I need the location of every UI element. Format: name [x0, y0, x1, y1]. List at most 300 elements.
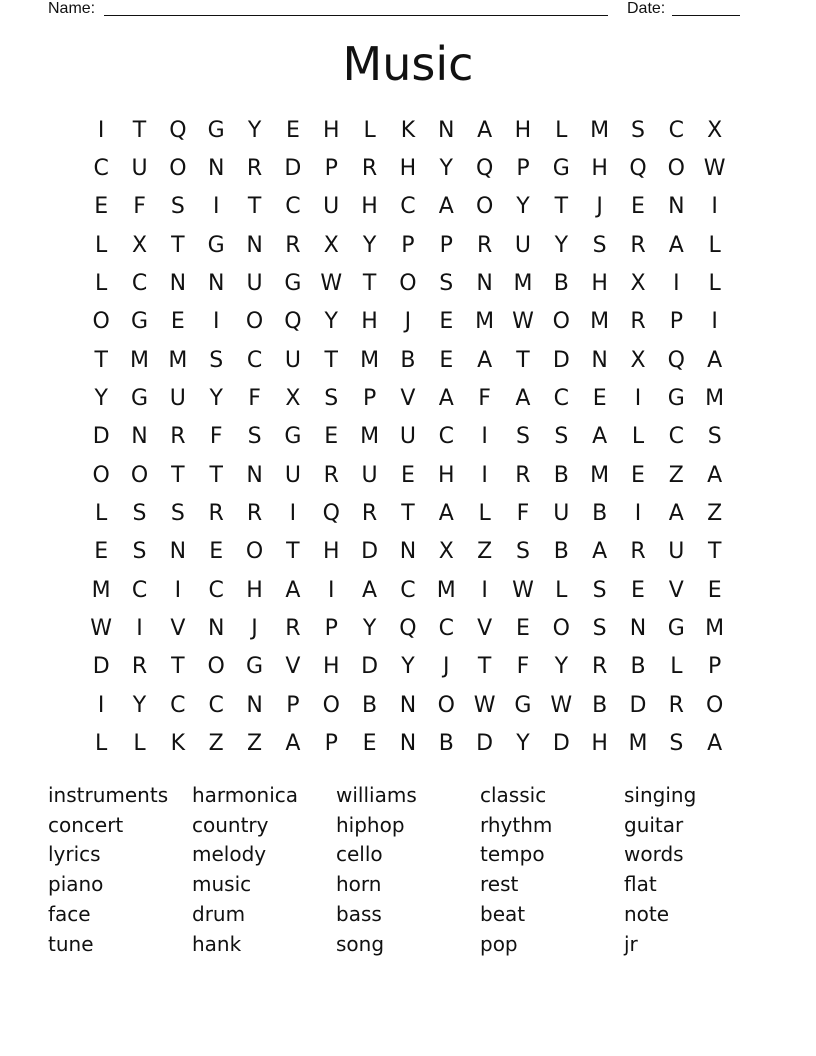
- grid-cell[interactable]: B: [362, 692, 378, 718]
- grid-cell[interactable]: C: [131, 271, 148, 297]
- word-bank-item: beat: [480, 902, 526, 927]
- grid-cell[interactable]: S: [439, 271, 454, 297]
- grid-cell[interactable]: T: [477, 654, 492, 680]
- grid-cell[interactable]: G: [130, 309, 149, 335]
- word-bank-item: instruments: [48, 782, 169, 807]
- grid-cell[interactable]: G: [207, 232, 225, 258]
- grid-cell[interactable]: M: [91, 577, 111, 603]
- grid-cell[interactable]: O: [92, 309, 110, 335]
- grid-cell[interactable]: I: [673, 271, 680, 297]
- grid-cell[interactable]: L: [95, 232, 108, 258]
- grid-cell[interactable]: Y: [554, 232, 569, 258]
- grid-cell[interactable]: M: [590, 462, 610, 488]
- grid-cell[interactable]: R: [515, 462, 531, 488]
- grid-cell[interactable]: M: [628, 731, 648, 757]
- grid-cell[interactable]: D: [552, 347, 570, 373]
- grid-cell[interactable]: Y: [362, 616, 377, 642]
- grid-cell[interactable]: G: [552, 156, 570, 182]
- grid-cell[interactable]: E: [285, 117, 300, 143]
- grid-cell[interactable]: H: [514, 117, 532, 143]
- grid-cell[interactable]: M: [590, 117, 610, 143]
- grid-cell[interactable]: L: [133, 731, 146, 757]
- grid-cell[interactable]: B: [592, 692, 608, 718]
- grid-cell[interactable]: I: [481, 577, 488, 603]
- grid-cell[interactable]: S: [554, 424, 569, 450]
- grid-cell[interactable]: T: [707, 539, 722, 565]
- grid-cell[interactable]: V: [285, 654, 301, 680]
- grid-cell[interactable]: A: [285, 731, 301, 757]
- grid-cell[interactable]: I: [634, 386, 642, 412]
- grid-cell[interactable]: F: [478, 386, 491, 412]
- grid-cell[interactable]: E: [324, 424, 339, 450]
- grid-cell[interactable]: E: [94, 194, 109, 220]
- grid-cell[interactable]: A: [668, 232, 684, 258]
- grid-cell[interactable]: T: [554, 194, 569, 220]
- grid-cell[interactable]: Z: [668, 462, 684, 488]
- grid-cell[interactable]: B: [553, 539, 569, 565]
- grid-cell[interactable]: U: [131, 156, 148, 182]
- grid-cell[interactable]: P: [401, 232, 415, 258]
- grid-cell[interactable]: M: [168, 347, 188, 373]
- grid-cell[interactable]: C: [93, 156, 109, 182]
- grid-cell[interactable]: Z: [208, 731, 224, 757]
- grid-cell[interactable]: H: [322, 654, 340, 680]
- grid-cell[interactable]: H: [246, 577, 263, 603]
- grid-cell[interactable]: S: [515, 539, 530, 565]
- word-bank-item: face: [48, 902, 91, 927]
- grid-cell[interactable]: H: [322, 117, 340, 143]
- grid-cell[interactable]: S: [132, 501, 147, 527]
- grid-cell[interactable]: B: [553, 271, 569, 297]
- grid-cell[interactable]: C: [285, 194, 301, 220]
- grid-cell[interactable]: N: [246, 232, 263, 258]
- grid-cell[interactable]: Y: [94, 386, 108, 412]
- grid-cell[interactable]: L: [670, 654, 683, 680]
- grid-cell[interactable]: U: [246, 271, 263, 297]
- grid-cell[interactable]: A: [707, 731, 723, 757]
- grid-cell[interactable]: I: [327, 577, 335, 603]
- grid-cell[interactable]: D: [92, 424, 110, 450]
- grid-cell[interactable]: I: [481, 462, 488, 488]
- grid-cell[interactable]: A: [668, 501, 684, 527]
- grid-cell[interactable]: D: [629, 692, 647, 718]
- grid-cell[interactable]: B: [630, 654, 646, 680]
- grid-cell[interactable]: L: [555, 577, 568, 603]
- grid-cell[interactable]: Y: [132, 692, 147, 718]
- grid-cell[interactable]: O: [207, 654, 225, 680]
- grid-cell[interactable]: N: [131, 424, 148, 450]
- grid-cell[interactable]: G: [667, 386, 685, 412]
- grid-cell[interactable]: C: [553, 386, 569, 412]
- grid-cell[interactable]: E: [516, 616, 530, 642]
- grid-cell[interactable]: M: [360, 424, 380, 450]
- grid-cell[interactable]: L: [631, 424, 645, 450]
- grid-cell[interactable]: J: [251, 616, 258, 642]
- grid-cell[interactable]: U: [169, 386, 186, 412]
- grid-cell[interactable]: T: [171, 654, 185, 680]
- grid-cell[interactable]: N: [438, 117, 455, 143]
- grid-cell[interactable]: U: [668, 539, 685, 565]
- grid-cell[interactable]: E: [631, 194, 645, 220]
- grid-cell[interactable]: G: [667, 616, 685, 642]
- grid-cell[interactable]: Y: [401, 654, 415, 680]
- grid-cell[interactable]: X: [630, 271, 646, 297]
- grid-cell[interactable]: O: [92, 462, 110, 488]
- grid-cell[interactable]: M: [705, 616, 725, 642]
- grid-cell[interactable]: C: [208, 577, 224, 603]
- grid-cell[interactable]: R: [476, 232, 493, 258]
- grid-cell[interactable]: A: [515, 386, 531, 412]
- grid-cell[interactable]: H: [322, 539, 340, 565]
- grid-cell[interactable]: N: [399, 692, 417, 718]
- grid-cell[interactable]: M: [475, 309, 495, 335]
- word-bank-item: singing: [624, 782, 697, 807]
- grid-cell[interactable]: Y: [516, 194, 530, 220]
- grid-cell[interactable]: W: [512, 309, 534, 335]
- grid-cell[interactable]: M: [590, 309, 610, 335]
- grid-cell[interactable]: R: [668, 692, 684, 718]
- grid-cell[interactable]: R: [361, 501, 378, 527]
- grid-cell[interactable]: E: [439, 347, 454, 373]
- grid-cell[interactable]: Z: [247, 731, 263, 757]
- grid-cell[interactable]: S: [247, 424, 262, 450]
- grid-cell[interactable]: V: [400, 386, 416, 412]
- grid-cell[interactable]: N: [246, 462, 263, 488]
- grid-cell[interactable]: G: [284, 424, 302, 450]
- grid-cell[interactable]: C: [438, 616, 454, 642]
- grid-cell[interactable]: P: [439, 232, 453, 258]
- grid-cell[interactable]: C: [170, 692, 186, 718]
- grid-cell[interactable]: Y: [362, 232, 377, 258]
- grid-cell[interactable]: T: [209, 462, 223, 488]
- grid-cell[interactable]: Y: [324, 309, 338, 335]
- grid-cell[interactable]: I: [97, 692, 105, 718]
- grid-cell[interactable]: U: [284, 347, 301, 373]
- grid-cell[interactable]: C: [668, 424, 685, 450]
- grid-cell[interactable]: D: [361, 539, 379, 565]
- grid-cell[interactable]: G: [514, 692, 532, 718]
- grid-cell[interactable]: E: [94, 539, 109, 565]
- grid-cell[interactable]: R: [208, 501, 224, 527]
- grid-cell[interactable]: E: [362, 731, 377, 757]
- grid-cell[interactable]: N: [207, 616, 225, 642]
- grid-cell[interactable]: O: [475, 194, 494, 220]
- grid-cell[interactable]: N: [207, 271, 225, 297]
- grid-cell[interactable]: P: [669, 309, 683, 335]
- grid-cell[interactable]: H: [399, 156, 417, 182]
- grid-cell[interactable]: L: [95, 501, 108, 527]
- word-bank-item: harmonica: [192, 782, 299, 807]
- grid-cell[interactable]: R: [323, 462, 339, 488]
- grid-cell[interactable]: N: [399, 731, 417, 757]
- grid-cell[interactable]: W: [550, 692, 573, 718]
- grid-cell[interactable]: S: [592, 577, 607, 603]
- grid-cell[interactable]: E: [209, 539, 224, 565]
- grid-cell[interactable]: A: [592, 539, 608, 565]
- grid-cell[interactable]: H: [361, 194, 378, 220]
- grid-cell[interactable]: V: [668, 577, 684, 603]
- grid-cell[interactable]: T: [516, 347, 530, 373]
- grid-cell[interactable]: S: [132, 539, 147, 565]
- grid-cell[interactable]: D: [284, 156, 302, 182]
- grid-cell[interactable]: X: [323, 232, 339, 258]
- grid-cell[interactable]: T: [324, 347, 338, 373]
- grid-cell[interactable]: H: [437, 462, 455, 488]
- grid-cell[interactable]: I: [711, 194, 718, 220]
- grid-cell[interactable]: X: [285, 386, 301, 412]
- grid-cell[interactable]: E: [631, 577, 645, 603]
- grid-cell[interactable]: Y: [209, 386, 223, 412]
- grid-cell[interactable]: Z: [477, 539, 493, 565]
- grid-cell[interactable]: L: [95, 731, 108, 757]
- grid-cell[interactable]: E: [439, 309, 454, 335]
- grid-cell[interactable]: M: [130, 347, 149, 373]
- grid-cell[interactable]: R: [591, 654, 608, 680]
- grid-cell[interactable]: S: [592, 616, 607, 642]
- grid-cell[interactable]: A: [438, 386, 454, 412]
- grid-cell[interactable]: P: [516, 156, 530, 182]
- grid-cell[interactable]: U: [399, 424, 416, 450]
- grid-cell[interactable]: F: [516, 654, 530, 680]
- grid-cell[interactable]: H: [591, 156, 608, 182]
- grid-cell[interactable]: O: [667, 156, 685, 182]
- grid-cell[interactable]: I: [136, 616, 143, 642]
- grid-cell[interactable]: R: [285, 616, 301, 642]
- grid-cell[interactable]: U: [361, 462, 378, 488]
- grid-cell[interactable]: M: [705, 386, 725, 412]
- grid-cell[interactable]: S: [209, 347, 224, 373]
- grid-cell[interactable]: E: [400, 462, 415, 488]
- grid-cell[interactable]: Q: [475, 156, 494, 182]
- grid-cell[interactable]: B: [400, 347, 416, 373]
- grid-cell[interactable]: N: [476, 271, 493, 297]
- grid-cell[interactable]: P: [708, 654, 722, 680]
- grid-cell[interactable]: N: [169, 539, 187, 565]
- grid-cell[interactable]: A: [592, 424, 608, 450]
- grid-cell[interactable]: S: [170, 194, 185, 220]
- grid-cell[interactable]: I: [212, 309, 220, 335]
- grid-cell[interactable]: I: [289, 501, 297, 527]
- word-bank-item: hank: [192, 931, 242, 956]
- grid-cell[interactable]: C: [400, 577, 416, 603]
- grid-cell[interactable]: N: [169, 271, 187, 297]
- grid-cell[interactable]: X: [630, 347, 646, 373]
- word-bank-item: country: [192, 812, 269, 837]
- grid-cell[interactable]: H: [591, 271, 608, 297]
- grid-cell[interactable]: A: [707, 462, 723, 488]
- grid-cell[interactable]: W: [90, 616, 113, 642]
- grid-cell[interactable]: R: [131, 654, 148, 680]
- grid-cell[interactable]: T: [362, 271, 377, 297]
- grid-cell[interactable]: O: [552, 616, 570, 642]
- grid-cell[interactable]: I: [634, 501, 642, 527]
- grid-cell[interactable]: G: [130, 386, 149, 412]
- grid-cell[interactable]: S: [631, 117, 645, 143]
- grid-cell[interactable]: U: [514, 232, 531, 258]
- grid-cell[interactable]: S: [592, 232, 607, 258]
- grid-cell[interactable]: W: [320, 271, 343, 297]
- grid-cell[interactable]: N: [207, 156, 225, 182]
- grid-cell[interactable]: S: [170, 501, 185, 527]
- grid-cell[interactable]: I: [174, 577, 182, 603]
- grid-cell[interactable]: M: [436, 577, 456, 603]
- grid-cell[interactable]: T: [247, 194, 262, 220]
- grid-cell[interactable]: R: [361, 156, 378, 182]
- name-blank-line[interactable]: [104, 15, 608, 16]
- grid-cell[interactable]: T: [171, 462, 185, 488]
- grid-cell[interactable]: U: [284, 462, 301, 488]
- grid-cell[interactable]: A: [362, 577, 378, 603]
- grid-cell[interactable]: V: [477, 616, 493, 642]
- grid-cell[interactable]: Q: [322, 501, 340, 527]
- grid-cell[interactable]: I: [97, 117, 105, 143]
- grid-cell[interactable]: T: [171, 232, 185, 258]
- grid-cell[interactable]: X: [131, 232, 148, 258]
- grid-cell[interactable]: R: [630, 232, 646, 258]
- grid-cell[interactable]: Q: [169, 117, 187, 143]
- grid-cell[interactable]: R: [170, 424, 186, 450]
- grid-cell[interactable]: J: [443, 654, 450, 680]
- grid-cell[interactable]: X: [438, 539, 454, 565]
- grid-cell[interactable]: O: [399, 271, 417, 297]
- grid-cell[interactable]: Q: [284, 309, 302, 335]
- grid-cell[interactable]: E: [592, 386, 607, 412]
- grid-cell[interactable]: S: [707, 424, 722, 450]
- grid-cell[interactable]: F: [248, 386, 261, 412]
- grid-cell[interactable]: A: [438, 501, 454, 527]
- grid-cell[interactable]: L: [708, 232, 721, 258]
- grid-cell[interactable]: K: [170, 731, 186, 757]
- grid-cell[interactable]: N: [399, 539, 417, 565]
- grid-cell[interactable]: Z: [707, 501, 723, 527]
- grid-cell[interactable]: C: [208, 692, 224, 718]
- grid-cell[interactable]: E: [170, 309, 185, 335]
- grid-cell[interactable]: A: [477, 117, 493, 143]
- grid-cell[interactable]: U: [323, 194, 340, 220]
- grid-cell[interactable]: D: [361, 654, 379, 680]
- grid-cell[interactable]: P: [286, 692, 300, 718]
- grid-cell[interactable]: J: [596, 194, 603, 220]
- grid-cell[interactable]: L: [478, 501, 491, 527]
- grid-cell[interactable]: T: [401, 501, 415, 527]
- grid-cell[interactable]: P: [324, 616, 338, 642]
- grid-cell[interactable]: G: [207, 117, 225, 143]
- grid-cell[interactable]: D: [92, 654, 110, 680]
- grid-cell[interactable]: L: [95, 271, 108, 297]
- grid-cell[interactable]: O: [130, 462, 149, 488]
- grid-cell[interactable]: O: [322, 692, 340, 718]
- grid-cell[interactable]: N: [246, 692, 263, 718]
- grid-cell[interactable]: N: [591, 347, 608, 373]
- grid-cell[interactable]: F: [209, 424, 223, 450]
- grid-cell[interactable]: T: [94, 347, 108, 373]
- grid-cell[interactable]: R: [246, 156, 263, 182]
- grid-cell[interactable]: S: [324, 386, 339, 412]
- grid-cell[interactable]: B: [438, 731, 454, 757]
- date-blank-line[interactable]: [672, 15, 740, 16]
- grid-cell[interactable]: N: [668, 194, 685, 220]
- grid-cell[interactable]: Y: [554, 654, 569, 680]
- grid-cell[interactable]: S: [515, 424, 530, 450]
- grid-cell[interactable]: S: [669, 731, 684, 757]
- grid-cell[interactable]: A: [438, 194, 454, 220]
- word-bank-item: words: [624, 842, 684, 867]
- grid-cell[interactable]: F: [516, 501, 530, 527]
- grid-cell[interactable]: P: [324, 156, 338, 182]
- grid-cell[interactable]: C: [400, 194, 416, 220]
- grid-cell[interactable]: Q: [667, 347, 685, 373]
- grid-cell[interactable]: P: [362, 386, 377, 412]
- grid-cell[interactable]: N: [629, 616, 647, 642]
- grid-cell[interactable]: I: [711, 309, 718, 335]
- grid-cell[interactable]: D: [552, 731, 570, 757]
- grid-cell[interactable]: O: [245, 309, 264, 335]
- grid-cell[interactable]: T: [286, 539, 300, 565]
- grid-cell[interactable]: C: [131, 577, 148, 603]
- grid-cell[interactable]: G: [284, 271, 302, 297]
- grid-cell[interactable]: O: [245, 539, 264, 565]
- grid-cell[interactable]: L: [708, 271, 721, 297]
- grid-cell[interactable]: R: [630, 539, 646, 565]
- grid-cell[interactable]: U: [553, 501, 570, 527]
- grid-cell[interactable]: L: [555, 117, 568, 143]
- grid-cell[interactable]: C: [246, 347, 263, 373]
- grid-cell[interactable]: B: [553, 462, 569, 488]
- grid-cell[interactable]: C: [438, 424, 454, 450]
- grid-cell[interactable]: T: [132, 117, 147, 143]
- grid-cell[interactable]: W: [703, 156, 726, 182]
- grid-cell[interactable]: V: [170, 616, 186, 642]
- grid-cell[interactable]: R: [285, 232, 301, 258]
- grid-cell[interactable]: H: [591, 731, 608, 757]
- grid-cell[interactable]: I: [481, 424, 488, 450]
- grid-cell[interactable]: G: [246, 654, 264, 680]
- grid-cell[interactable]: E: [631, 462, 645, 488]
- grid-cell[interactable]: C: [668, 117, 685, 143]
- grid-cell[interactable]: A: [707, 347, 723, 373]
- grid-cell[interactable]: F: [133, 194, 146, 220]
- grid-cell[interactable]: A: [477, 347, 493, 373]
- grid-cell[interactable]: P: [324, 731, 338, 757]
- grid-cell[interactable]: D: [476, 731, 494, 757]
- grid-cell[interactable]: M: [513, 271, 533, 297]
- grid-cell[interactable]: W: [512, 577, 534, 603]
- grid-cell[interactable]: K: [400, 117, 416, 143]
- grid-cell[interactable]: O: [706, 692, 724, 718]
- grid-cell[interactable]: O: [169, 156, 187, 182]
- grid-cell[interactable]: L: [363, 117, 376, 143]
- grid-cell[interactable]: Y: [516, 731, 530, 757]
- grid-cell[interactable]: B: [592, 501, 608, 527]
- grid-cell[interactable]: R: [246, 501, 263, 527]
- grid-cell[interactable]: A: [285, 577, 301, 603]
- grid-cell[interactable]: O: [437, 692, 455, 718]
- grid-cell[interactable]: Y: [439, 156, 453, 182]
- grid-cell[interactable]: W: [473, 692, 496, 718]
- grid-cell[interactable]: M: [360, 347, 380, 373]
- grid-cell[interactable]: E: [707, 577, 722, 603]
- grid-cell[interactable]: O: [552, 309, 570, 335]
- word-bank-item: horn: [336, 872, 382, 897]
- grid-cell[interactable]: R: [630, 309, 646, 335]
- grid-cell[interactable]: Q: [399, 616, 417, 642]
- grid-cell[interactable]: X: [707, 117, 723, 143]
- grid-cell[interactable]: H: [361, 309, 378, 335]
- grid-cell[interactable]: J: [404, 309, 412, 335]
- grid-cell[interactable]: Q: [629, 156, 647, 182]
- grid-cell[interactable]: Y: [247, 117, 262, 143]
- grid-cell[interactable]: I: [212, 194, 220, 220]
